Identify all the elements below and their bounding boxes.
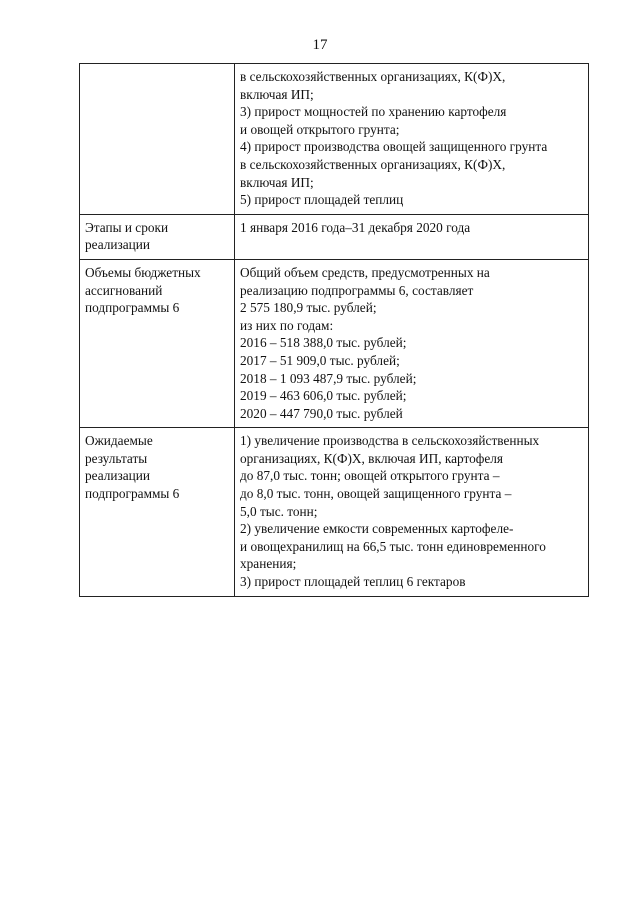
- value-line: 1) увеличение производства в сельскохозяйственных: [240, 433, 540, 449]
- value-line: 5) прирост площадей теплиц: [240, 192, 404, 208]
- value-line: 2) увеличение емкости современных картофеле-: [240, 521, 514, 537]
- value-line: 2016 – 518 388,0 тыс. рублей;: [240, 335, 407, 351]
- label-line: ассигнований: [85, 282, 163, 298]
- table-row: [80, 259, 589, 427]
- value-line: 2019 – 463 606,0 тыс. рублей;: [240, 388, 407, 404]
- table-row: [80, 428, 589, 596]
- row-label-cell: [80, 259, 235, 427]
- value-line: 2 575 180,9 тыс. рублей;: [240, 300, 377, 316]
- value-line: и овощей открытого грунта;: [240, 121, 400, 137]
- table-row: [80, 64, 589, 215]
- label-line: Объемы бюджетных: [85, 264, 201, 280]
- label-line: реализации: [85, 468, 150, 484]
- row-label-cell: [80, 64, 235, 215]
- value-line: и овощехранилищ на 66,5 тыс. тонн единовременного: [240, 538, 546, 554]
- row-value-cell: [235, 428, 589, 596]
- value-line: Общий объем средств, предусмотренных на: [240, 264, 490, 280]
- row-value-cell: [235, 259, 589, 427]
- value-line: 2018 – 1 093 487,9 тыс. рублей;: [240, 370, 417, 386]
- page-number: 17: [312, 37, 328, 53]
- subprogram-passport-table: [79, 63, 589, 597]
- label-line: Этапы и сроки: [85, 219, 169, 235]
- table-row: [80, 214, 589, 259]
- row-label-cell: [80, 214, 235, 259]
- value-line: до 8,0 тыс. тонн, овощей защищенного грунта –: [240, 486, 512, 502]
- row-value-cell: [235, 64, 589, 215]
- value-line: 3) прирост площадей теплиц 6 гектаров: [240, 574, 466, 590]
- value-line: до 87,0 тыс. тонн; овощей открытого грунта –: [240, 468, 500, 484]
- value-line: 1 января 2016 года–31 декабря 2020 года: [240, 219, 471, 235]
- value-line: из них по годам:: [240, 317, 334, 333]
- value-line: 2020 – 447 790,0 тыс. рублей: [240, 405, 403, 421]
- value-line: включая ИП;: [240, 86, 314, 102]
- label-line: реализации: [85, 237, 150, 253]
- label-line: подпрограммы 6: [85, 486, 180, 502]
- value-line: в сельскохозяйственных организациях, К(Ф)Х,: [240, 69, 506, 84]
- value-line: хранения;: [240, 556, 297, 572]
- label-line: подпрограммы 6: [85, 300, 180, 316]
- value-line: 3) прирост мощностей по хранению картофеля: [240, 104, 507, 120]
- row-value-cell: [235, 214, 589, 259]
- label-line: результаты: [85, 450, 148, 466]
- value-line: организациях, К(Ф)Х, включая ИП, картофеля: [240, 450, 504, 466]
- value-line: 4) прирост производства овощей защищенного грунта: [240, 139, 548, 155]
- row-label-cell: [80, 428, 235, 596]
- value-line: 2017 – 51 909,0 тыс. рублей;: [240, 352, 400, 368]
- value-line: реализацию подпрограммы 6, составляет: [240, 282, 474, 298]
- value-line: 5,0 тыс. тонн;: [240, 503, 318, 519]
- value-line: включая ИП;: [240, 174, 314, 190]
- label-line: Ожидаемые: [85, 433, 153, 449]
- value-line: в сельскохозяйственных организациях, К(Ф)Х,: [240, 156, 506, 172]
